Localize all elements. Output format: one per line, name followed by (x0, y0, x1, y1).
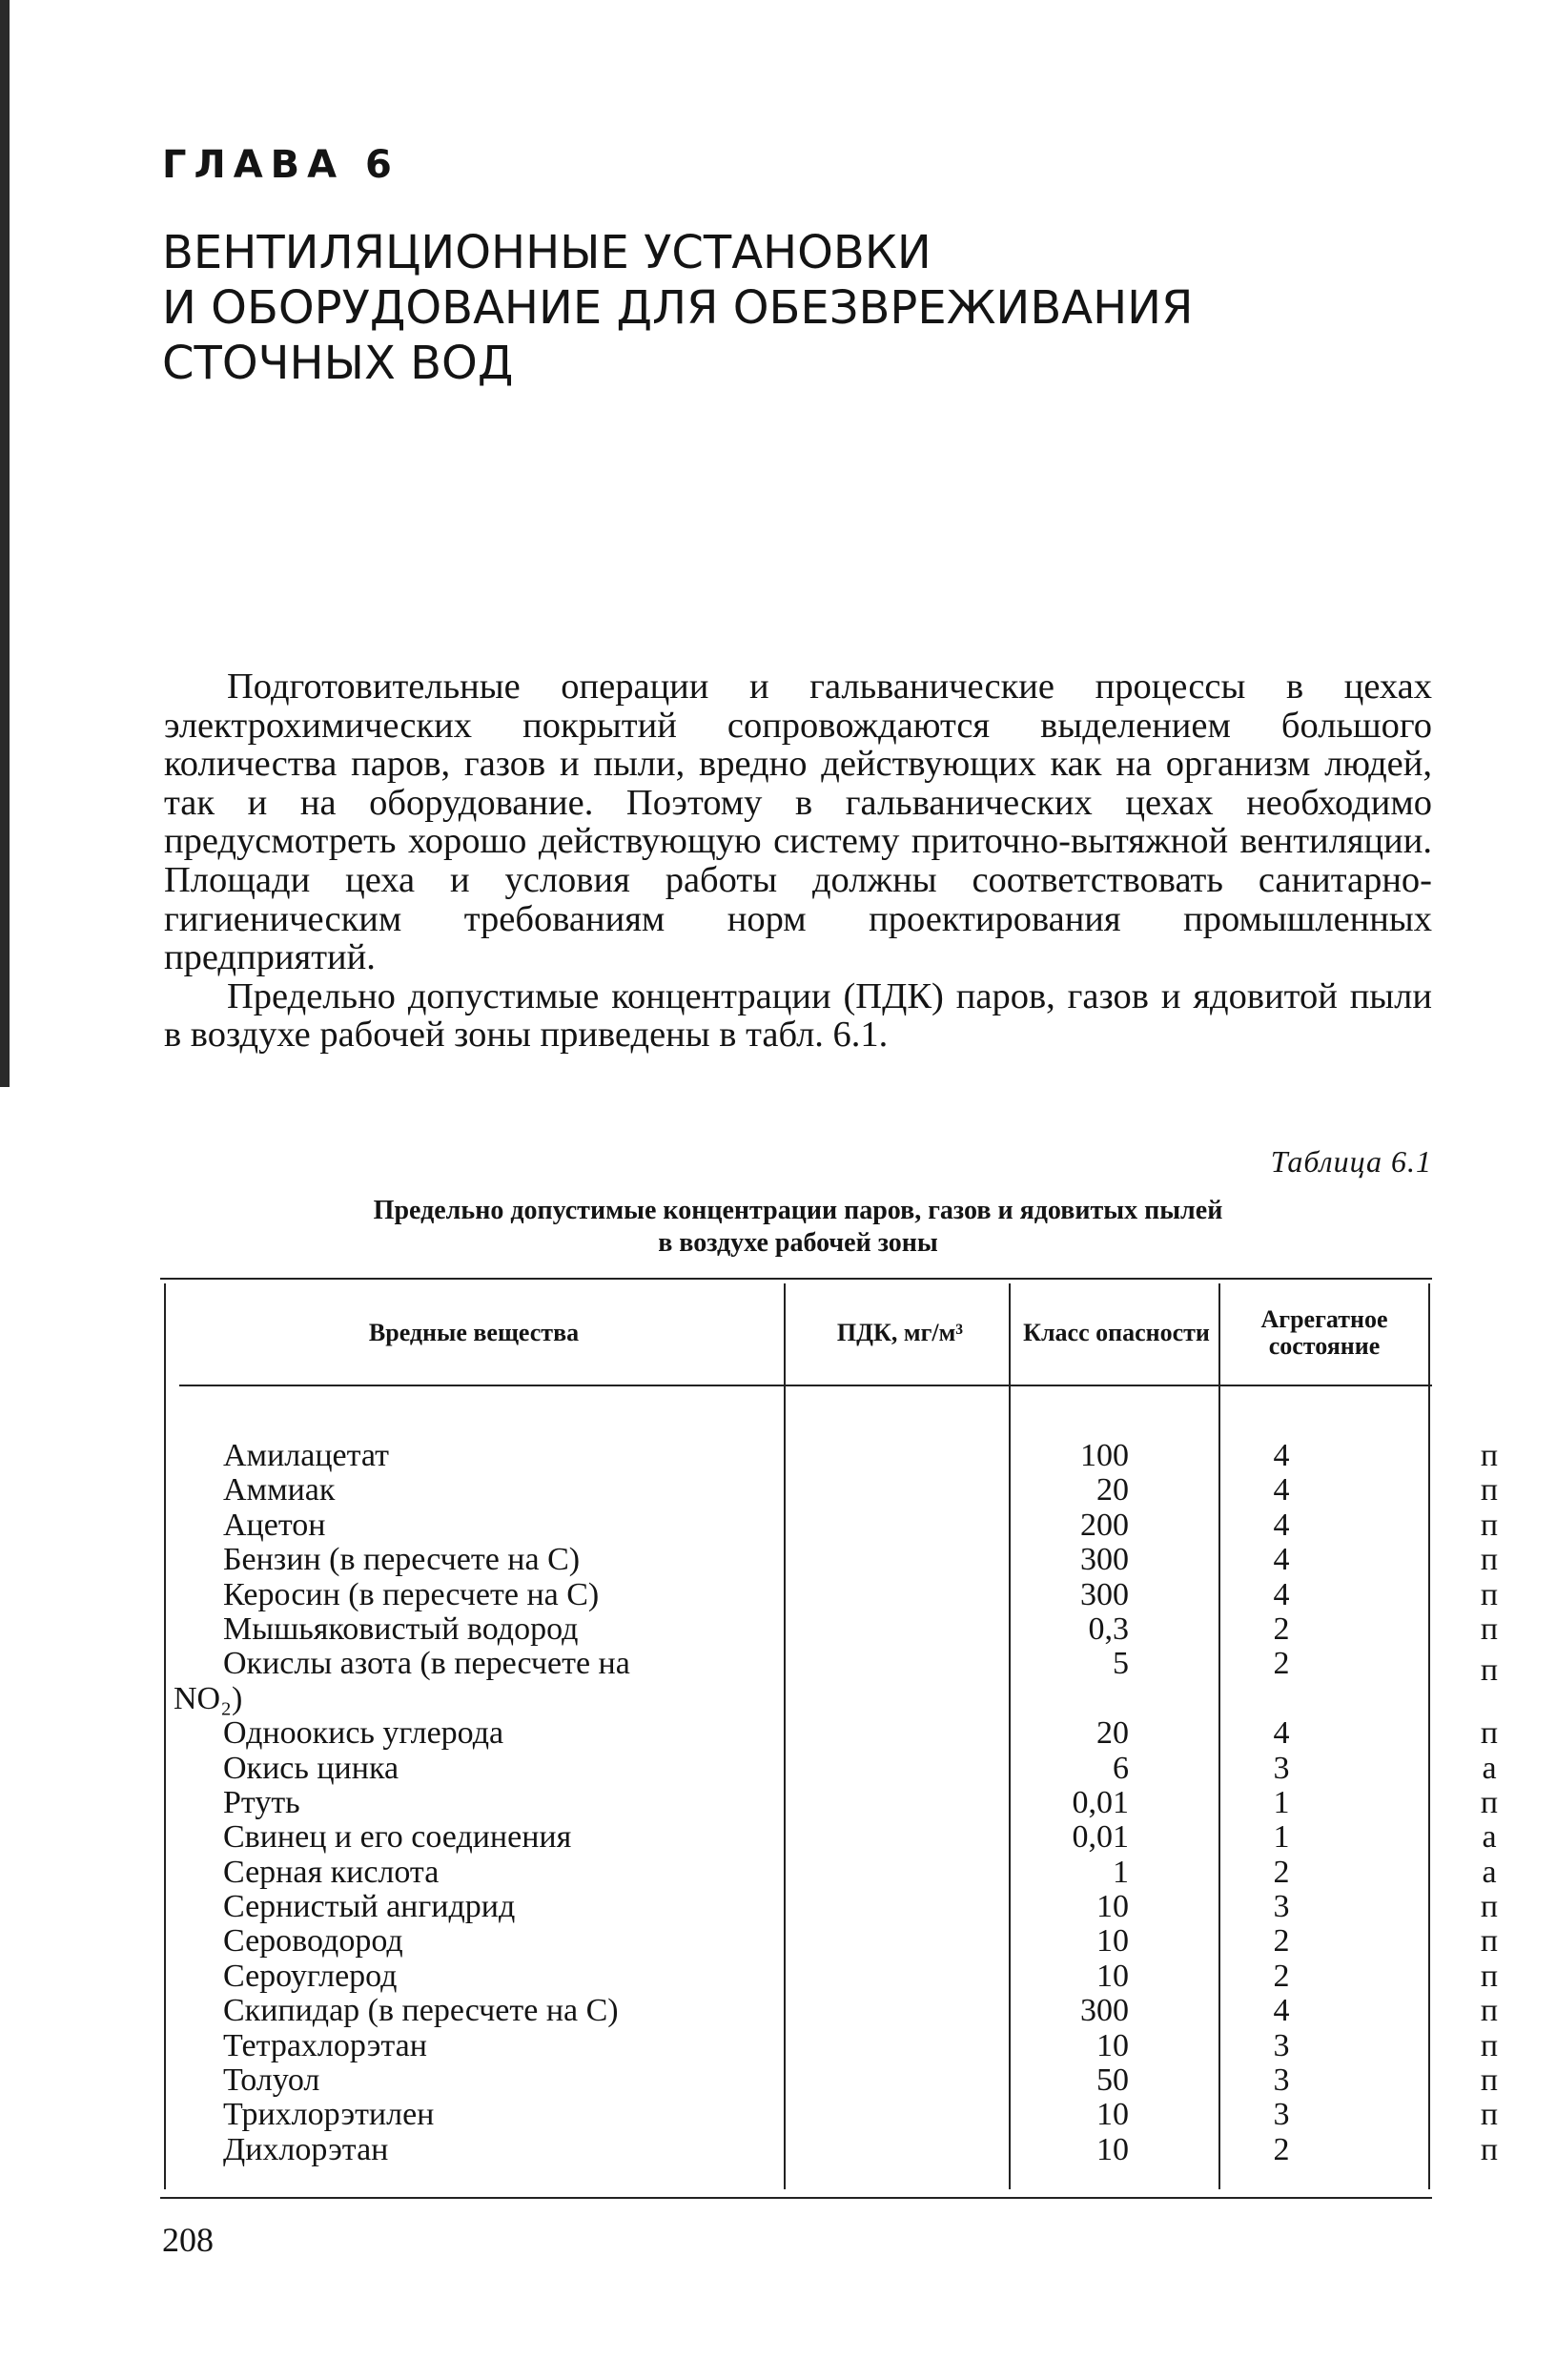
table-row (164, 1438, 1499, 1473)
cell-substance: Свинец и его соединения (223, 1819, 572, 1856)
cell-state: п (1480, 1715, 1499, 1752)
table-body (164, 1438, 1499, 2167)
table-row (164, 1784, 1499, 1820)
cell-pdk: 20 (1096, 1472, 1129, 1508)
cell-hazard-class: 4 (1273, 1472, 1290, 1508)
cell-hazard-class: 4 (1273, 1715, 1290, 1752)
cell-hazard-class: 3 (1273, 2027, 1290, 2063)
header-pdk: ПДК, мг/м³ (836, 1319, 964, 1346)
cell-state: п (1480, 1507, 1499, 1543)
table-header-rule (179, 1385, 1432, 1386)
cell-pdk: 300 (1080, 1993, 1129, 2029)
cell-pdk: 0,01 (1072, 1784, 1129, 1820)
cell-state: а (1482, 1854, 1497, 1890)
table-row (164, 1576, 1499, 1612)
cell-state: п (1480, 1611, 1499, 1647)
cell-pdk: 0,3 (1088, 1611, 1129, 1647)
paragraph: Предельно допустимые концентрации (ПДК) паров, газов и ядовитой пыли в воздухе рабочей зоны приведены в табл. 6.1. (164, 975, 1432, 1056)
header-hazard-class: Класс опасности (1023, 1319, 1210, 1346)
cell-pdk: 10 (1096, 2027, 1129, 2063)
cell-hazard-class: 4 (1273, 1542, 1290, 1578)
cell-substance: Ацетон (223, 1507, 326, 1543)
cell-state: п (1480, 1784, 1499, 1820)
cell-substance: Скипидар (в пересчете на С) (223, 1993, 619, 2029)
cell-pdk: 5 (1113, 1646, 1129, 1682)
page-spine-edge (0, 0, 10, 1087)
cell-pdk: 1 (1113, 1854, 1129, 1890)
cell-substance: Амилацетат (223, 1438, 389, 1473)
cell-hazard-class: 3 (1273, 1750, 1290, 1786)
table-row (164, 1889, 1499, 1925)
cell-substance: Сернистый ангидрид (223, 1889, 516, 1925)
header-substance: Вредные вещества (368, 1319, 580, 1346)
cell-hazard-class: 2 (1273, 1611, 1290, 1647)
chapter-title (162, 225, 1440, 391)
page-number: 208 (162, 2221, 214, 2259)
table-row (164, 1507, 1499, 1543)
cell-pdk: 10 (1096, 2131, 1129, 2167)
cell-state: п (1480, 2131, 1499, 2167)
cell-substance: Бензин (в пересчете на С) (223, 1542, 581, 1578)
cell-substance: Аммиак (223, 1472, 336, 1508)
cell-state: п (1480, 1438, 1499, 1473)
cell-pdk: 200 (1080, 1507, 1129, 1543)
table-row (164, 1923, 1499, 1959)
table-title-line: Предельно допустимые концентрации паров, газов и ядовитых пылей (373, 1196, 1223, 1225)
table-row (164, 2027, 1499, 2063)
cell-substance (174, 1646, 630, 1716)
table-row (164, 1472, 1499, 1508)
table-row (164, 1819, 1497, 1856)
cell-state: п (1480, 2097, 1499, 2133)
cell-state: п (1480, 1993, 1499, 2029)
table-caption: Таблица 6.1 (1270, 1144, 1432, 1179)
cell-state: а (1482, 1750, 1497, 1786)
table-row (164, 2131, 1499, 2167)
cell-substance-line: Окислы азота (в пересчете на (223, 1646, 630, 1682)
cell-state: п (1480, 1576, 1499, 1612)
chapter-title-line: СТОЧНЫХ ВОД (162, 337, 514, 390)
cell-hazard-class: 2 (1273, 1854, 1290, 1890)
table-row (164, 1958, 1499, 1994)
cell-pdk: 300 (1080, 1542, 1129, 1578)
table-title-line: в воздухе рабочей зоны (658, 1228, 938, 1258)
cell-hazard-class: 4 (1273, 1576, 1290, 1612)
cell-hazard-class: 4 (1273, 1438, 1290, 1473)
table-top-rule (160, 1278, 1432, 1280)
cell-hazard-class: 1 (1273, 1784, 1290, 1820)
table-row (164, 1750, 1497, 1786)
cell-pdk: 100 (1080, 1438, 1129, 1473)
cell-pdk: 6 (1113, 1750, 1129, 1786)
cell-hazard-class: 2 (1273, 1646, 1290, 1682)
cell-pdk: 10 (1096, 1958, 1129, 1994)
cell-state: п (1480, 1652, 1499, 1689)
table-row (164, 1715, 1499, 1752)
cell-state: п (1480, 1923, 1499, 1959)
cell-state: а (1482, 1819, 1497, 1856)
body-text (164, 667, 1432, 1055)
table-row (164, 1646, 1499, 1716)
table-bottom-rule (160, 2197, 1432, 2199)
cell-pdk: 0,01 (1072, 1819, 1129, 1856)
cell-substance: Сероуглерод (223, 1958, 398, 1994)
table-row (164, 2062, 1499, 2099)
cell-pdk: 300 (1080, 1576, 1129, 1612)
cell-hazard-class: 4 (1273, 1507, 1290, 1543)
table-row (164, 1611, 1499, 1647)
cell-substance: Дихлорэтан (223, 2131, 389, 2167)
chapter-title-line: И ОБОРУДОВАНИЕ ДЛЯ ОБЕЗВРЕЖИВАНИЯ (162, 281, 1194, 335)
cell-hazard-class: 3 (1273, 2062, 1290, 2099)
cell-state: п (1480, 1472, 1499, 1508)
table-title (164, 1195, 1432, 1260)
cell-state: п (1480, 1958, 1499, 1994)
cell-substance: Керосин (в пересчете на С) (223, 1576, 600, 1612)
cell-hazard-class: 4 (1273, 1993, 1290, 2029)
table-row (164, 1854, 1497, 1890)
cell-hazard-class: 3 (1273, 1889, 1290, 1925)
chapter-title-line: ВЕНТИЛЯЦИОННЫЕ УСТАНОВКИ (162, 226, 932, 279)
cell-hazard-class: 1 (1273, 1819, 1290, 1856)
cell-hazard-class: 2 (1273, 1958, 1290, 1994)
cell-substance-continuation: NO₂) (174, 1680, 243, 1716)
header-state: Агрегатное состояние (1260, 1305, 1388, 1360)
cell-state: п (1480, 1542, 1499, 1578)
cell-substance: Трихлорэтилен (223, 2097, 435, 2133)
cell-pdk: 10 (1096, 1889, 1129, 1925)
cell-hazard-class: 2 (1273, 1923, 1290, 1959)
cell-substance: Мышьяковистый водород (223, 1611, 579, 1647)
cell-substance: Тетрахлорэтан (223, 2027, 427, 2063)
cell-state: п (1480, 1889, 1499, 1925)
cell-substance: Ртуть (223, 1784, 300, 1820)
table-row (164, 1542, 1499, 1578)
cell-substance: Серная кислота (223, 1854, 440, 1890)
cell-pdk: 50 (1096, 2062, 1129, 2099)
cell-substance: Окись цинка (223, 1750, 399, 1786)
cell-pdk: 20 (1096, 1715, 1129, 1752)
cell-state: п (1480, 2027, 1499, 2063)
cell-hazard-class: 2 (1273, 2131, 1290, 2167)
cell-substance: Толуол (223, 2062, 320, 2099)
chapter-label: ГЛАВА 6 (162, 143, 399, 187)
table-row (164, 2097, 1499, 2133)
cell-pdk: 10 (1096, 2097, 1129, 2133)
cell-hazard-class: 3 (1273, 2097, 1290, 2133)
paragraph: Подготовительные операции и гальванические процессы в цехах электрохимических покрытий сопровождаются выделением большого количества паров, газов и пыли, вредно действующих как на организм людей, так и на оборудование. Поэтому в гальванических цехах необходимо предусмотреть хорошо действующую систему приточно-вытяжной вентиляции. Площади цеха и условия работы должны соответствовать санитарно-гигиеническим требованиям норм проектирования промышленных предприятий. (164, 667, 1432, 978)
cell-pdk: 10 (1096, 1923, 1129, 1959)
cell-substance: Сероводород (223, 1923, 403, 1959)
cell-state: п (1480, 2062, 1499, 2099)
table-row (164, 1993, 1499, 2029)
cell-substance: Одноокись углерода (223, 1715, 504, 1752)
